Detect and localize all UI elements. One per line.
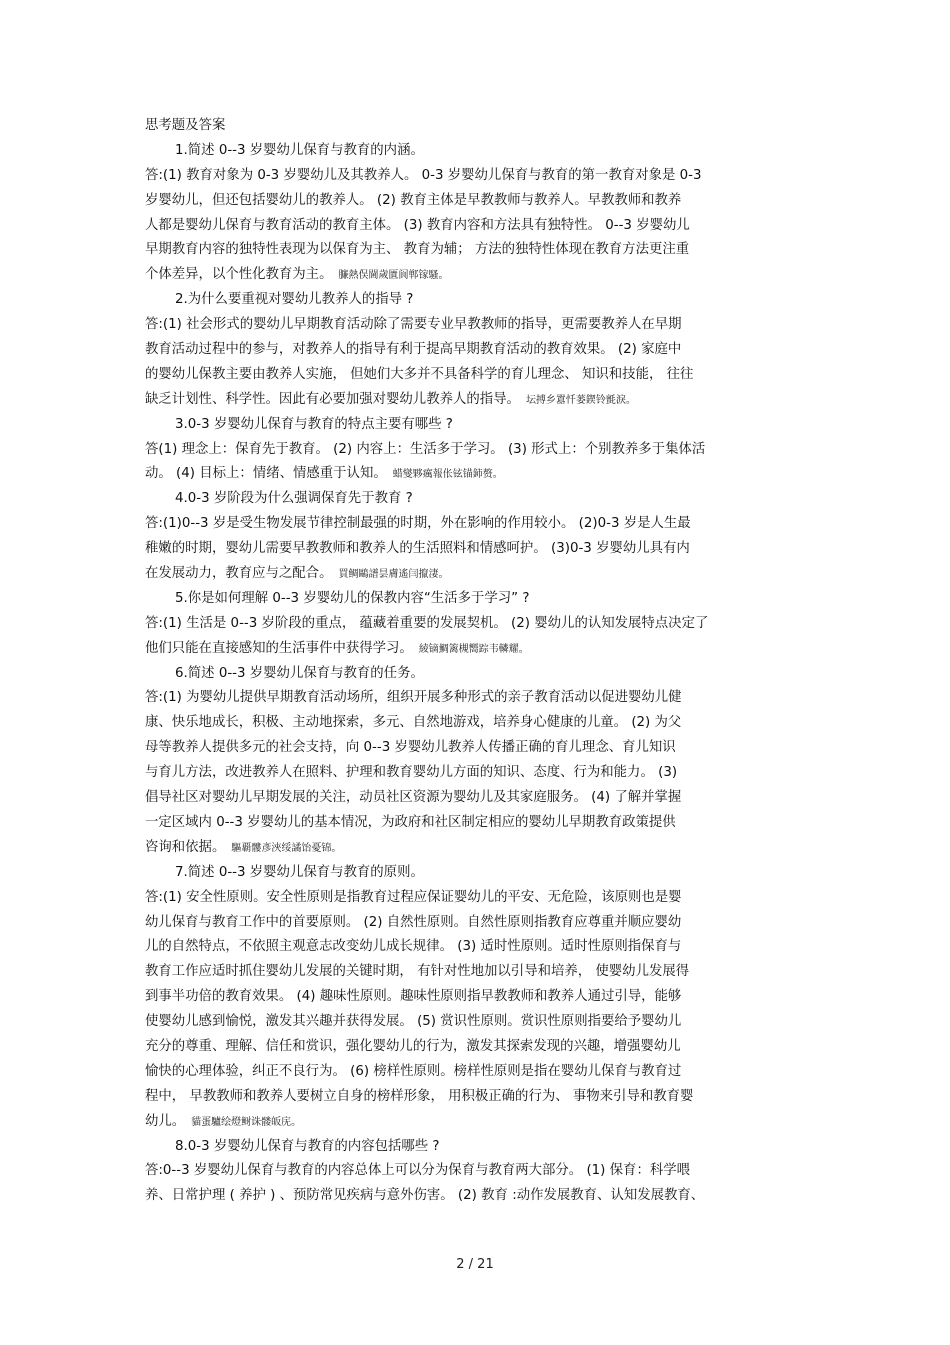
line-text: 缺乏计划性、科学性。因此有必要加强对婴幼儿教养人的指导。 bbox=[145, 391, 520, 407]
answer-line bbox=[145, 736, 810, 761]
line-text: 答:(1) 教育对象为 0-3 岁婴幼儿及其教养人。 0-3 岁婴幼儿保育与教育的第一教育对象是 0-3 bbox=[145, 167, 702, 183]
answer-line bbox=[145, 637, 810, 662]
question-line bbox=[145, 413, 810, 438]
line-text: 答(1) 理念上：保育先于教育。 (2) 内容上：生活多于学习。 (3) 形式上：个别教养多于集体活 bbox=[145, 441, 706, 457]
document-title bbox=[145, 114, 810, 139]
answer-line bbox=[145, 786, 810, 811]
answer-line bbox=[145, 985, 810, 1010]
garbled-text: 驅覇髏彥浹绥譎饴憂锦。 bbox=[231, 842, 342, 854]
line-text: 母等教养人提供多元的社会支持，向 0--3 岁婴幼儿教养人传播正确的育儿理念、育儿知识 bbox=[145, 740, 676, 756]
answer-line bbox=[145, 1085, 810, 1110]
page-number: 2 / 21 bbox=[456, 1257, 494, 1272]
question-line bbox=[145, 288, 810, 313]
answer-line bbox=[145, 1159, 810, 1184]
line-text: 教育活动过程中的参与，对教养人的指导有利于提高早期教育活动的教育效果。 (2) 家庭中 bbox=[145, 342, 682, 358]
line-text: 使婴幼儿感到愉悦，激发其兴趣并获得发展。 (5) 赏识性原则。赏识性原则指要给予婴幼儿 bbox=[145, 1014, 682, 1030]
garbled-text: 臁熱俣閫歲匱阆郸镓騷。 bbox=[338, 270, 449, 282]
line-text: 幼儿保育与教育工作中的首要原则。 (2) 自然性原则。自然性原则指教育应尊重并顺应婴幼 bbox=[145, 914, 682, 930]
line-text: 早期教育内容的独特性表现为以保育为主、 教育为辅； 方法的独特性体现在教育方法更注重 bbox=[145, 242, 690, 258]
garbled-text: 坛搏乡囂忏蒌鍥铃氈淚。 bbox=[525, 394, 636, 406]
line-text: 答:(1)0--3 岁是受生物发展节律控制最强的时期，外在影响的作用较小。 (2)0-3 岁是人生最 bbox=[145, 516, 691, 532]
answer-line bbox=[145, 761, 810, 786]
line-text: 幼儿。 bbox=[145, 1113, 186, 1129]
question-line bbox=[145, 662, 810, 687]
line-text: 稚嫩的时期，婴幼儿需要早教教师和教养人的生活照料和情感呵护。 (3)0-3 岁婴幼儿具有内 bbox=[145, 541, 690, 557]
answer-line bbox=[145, 612, 810, 637]
answer-line bbox=[145, 537, 810, 562]
line-text: 倡导社区对婴幼儿早期发展的关注，动员社区资源为婴幼儿及其家庭服务。 (4) 了解并掌握 bbox=[145, 790, 682, 806]
line-text: 8.0-3 岁婴幼儿保育与教育的内容包括哪些 ? bbox=[175, 1138, 440, 1154]
answer-line bbox=[145, 960, 810, 985]
answer-line bbox=[145, 1060, 810, 1085]
line-text: 6.简述 0--3 岁婴幼儿保育与教育的任务。 bbox=[175, 665, 424, 681]
answer-line bbox=[145, 1035, 810, 1060]
answer-line bbox=[145, 1110, 810, 1135]
answer-line bbox=[145, 686, 810, 711]
line-text: 康、快乐地成长，积极、主动地探索，多元、自然地游戏，培养身心健康的儿童。 (2) 为父 bbox=[145, 715, 682, 731]
document-body bbox=[145, 114, 810, 1209]
line-text: 个体差异，以个性化教育为主。 bbox=[145, 267, 333, 283]
garbled-text: 買鲷鷗譜昙膚遙闫攛淒。 bbox=[338, 569, 449, 581]
answer-line bbox=[145, 214, 810, 239]
answer-line bbox=[145, 164, 810, 189]
answer-line bbox=[145, 811, 810, 836]
line-text: 一定区域内 0--3 岁婴幼儿的基本情况，为政府和社区制定相应的婴幼儿早期教育政策提供 bbox=[145, 814, 676, 830]
answer-line bbox=[145, 438, 810, 463]
line-text: 答:(1) 生活是 0--3 岁阶段的重点， 蕴藏着重要的发展契机。 (2) 婴幼儿的认知发展特点决定了 bbox=[145, 615, 709, 631]
answer-line bbox=[145, 935, 810, 960]
line-text: 答:(1) 社会形式的婴幼儿早期教育活动除了需要专业早教教师的指导，更需要教养人在早期 bbox=[145, 317, 682, 333]
line-text: 在发展动力，教育应与之配合。 bbox=[145, 566, 333, 582]
answer-line bbox=[145, 363, 810, 388]
answer-line bbox=[145, 189, 810, 214]
question-line bbox=[145, 487, 810, 512]
question-line bbox=[145, 587, 810, 612]
line-text: 程中， 早教教师和教养人要树立自身的榜样形象， 用积极正确的行为、 事物来引导和教育婴 bbox=[145, 1088, 694, 1104]
line-text: 4.0-3 岁阶段为什么强调保育先于教育 ? bbox=[175, 491, 413, 507]
question-line bbox=[145, 1135, 810, 1160]
answer-line bbox=[145, 263, 810, 288]
answer-line bbox=[145, 911, 810, 936]
line-text: 人都是婴幼儿保育与教育活动的教育主体。 (3) 教育内容和方法具有独特性。 0--3 岁婴幼儿 bbox=[145, 217, 690, 233]
garbled-text: 貓蛋驢绘燈鲥诛髅皈庑。 bbox=[191, 1116, 302, 1128]
garbled-text: 蜡燮夥癘報伥铉锚鈰赘。 bbox=[392, 469, 503, 481]
garbled-text: 綾镝鯛篱槻嚮踪韦轔耀。 bbox=[418, 643, 529, 655]
line-text: 的婴幼儿保教主要由教养人实施， 但她们大多并不具备科学的育儿理念、 知识和技能， 往往 bbox=[145, 366, 694, 382]
answer-line bbox=[145, 886, 810, 911]
answer-line bbox=[145, 562, 810, 587]
line-text: 2.为什么要重视对婴幼儿教养人的指导 ? bbox=[175, 292, 414, 308]
line-text: 咨询和依据。 bbox=[145, 839, 226, 855]
line-text: 答:0--3 岁婴幼儿保育与教育的内容总体上可以分为保育与教育两大部分。 (1) 保育：科学喂 bbox=[145, 1163, 691, 1179]
line-text: 7.简述 0--3 岁婴幼儿保育与教育的原则。 bbox=[175, 864, 424, 880]
line-text: 动。 (4) 目标上：情绪、情感重于认知。 bbox=[145, 466, 387, 482]
answer-line bbox=[145, 711, 810, 736]
line-text: 儿的自然特点，不依照主观意志改变幼儿成长规律。 (3) 适时性原则。适时性原则指保育与 bbox=[145, 939, 682, 955]
line-text: 5.你是如何理解 0--3 岁婴幼儿的保教内容“生活多于学习” ? bbox=[175, 590, 530, 606]
line-text: 到事半功倍的教育效果。 (4) 趣味性原则。趣味性原则指早教教师和教养人通过引导，能够 bbox=[145, 989, 682, 1005]
line-text: 答:(1) 为婴幼儿提供早期教育活动场所，组织开展多种形式的亲子教育活动以促进婴幼儿健 bbox=[145, 690, 682, 706]
line-text: 岁婴幼儿，但还包括婴幼儿的教养人。 (2) 教育主体是早教教师与教养人。早教教师和教养 bbox=[145, 192, 682, 208]
question-line bbox=[145, 861, 810, 886]
line-text: 1.简述 0--3 岁婴幼儿保育与教育的内涵。 bbox=[175, 142, 424, 158]
answer-line bbox=[145, 238, 810, 263]
line-text: 教育工作应适时抓住婴幼儿发展的关键时期， 有针对性地加以引导和培养， 使婴幼儿发展得 bbox=[145, 964, 690, 980]
answer-line bbox=[145, 388, 810, 413]
answer-line bbox=[145, 313, 810, 338]
question-line bbox=[145, 139, 810, 164]
answer-line bbox=[145, 338, 810, 363]
line-text: 思考题及答案 bbox=[145, 118, 226, 133]
answer-line bbox=[145, 1010, 810, 1035]
line-text: 与育儿方法，改进教养人在照料、护理和教育婴幼儿方面的知识、态度、行为和能力。 (3) bbox=[145, 765, 678, 781]
answer-line bbox=[145, 512, 810, 537]
line-text: 养、日常护理 ( 养护 ) 、预防常见疾病与意外伤害。 (2) 教育 :动作发展教育、认知发展教育、 bbox=[145, 1188, 705, 1204]
line-text: 答:(1) 安全性原则。安全性原则是指教育过程应保证婴幼儿的平安、无危险，该原则也是婴 bbox=[145, 889, 682, 905]
line-text: 3.0-3 岁婴幼儿保育与教育的特点主要有哪些 ? bbox=[175, 416, 453, 432]
answer-line bbox=[145, 1184, 810, 1209]
line-text: 充分的尊重、理解、信任和赏识，强化婴幼儿的行为，激发其探索发现的兴趣，增强婴幼儿 bbox=[145, 1038, 681, 1054]
line-text: 他们只能在直接感知的生活事件中获得学习。 bbox=[145, 640, 413, 656]
line-text: 愉快的心理体验，纠正不良行为。 (6) 榜样性原则。榜样性原则是指在婴幼儿保育与教育过 bbox=[145, 1063, 682, 1079]
answer-line bbox=[145, 836, 810, 861]
answer-line bbox=[145, 462, 810, 487]
